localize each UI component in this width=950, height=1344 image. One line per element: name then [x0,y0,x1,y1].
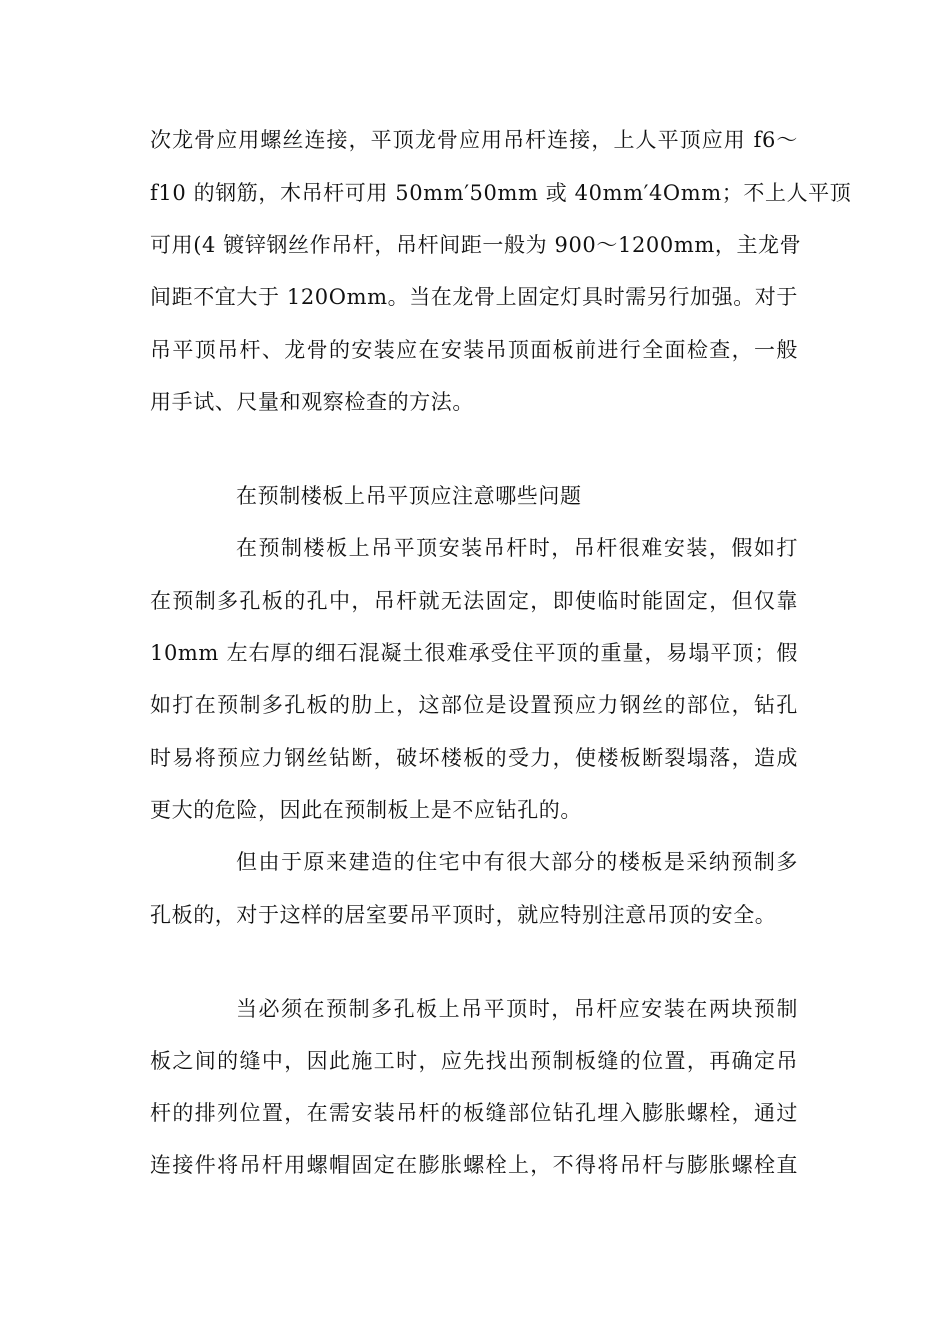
paragraph-line: 杆的排列位置，在需安装吊杆的板缝部位钻孔埋入膨胀螺栓，通过 [150,1101,798,1125]
paragraph-line: 10mm 左右厚的细石混凝土很难承受住平顶的重量，易塌平顶；假 [150,641,798,665]
paragraph-line: 当必须在预制多孔板上吊平顶时，吊杆应安装在两块预制 [236,997,798,1021]
paragraph-line: 可用(4 镀锌钢丝作吊杆，吊杆间距一般为 900～1200mm，主龙骨 [150,233,802,257]
paragraph-line: 在预制多孔板的孔中，吊杆就无法固定，即使临时能固定，但仅靠 [150,589,798,613]
paragraph-line: 板之间的缝中，因此施工时，应先找出预制板缝的位置，再确定吊 [150,1049,798,1073]
paragraph-line: 次龙骨应用螺丝连接，平顶龙骨应用吊杆连接，上人平顶应用 f6～ [150,128,798,152]
paragraph-line: f10 的钢筋，木吊杆可用 50mm′50mm 或 40mm′4Omm；不上人平顶 [150,181,852,205]
paragraph-line: 在预制楼板上吊平顶安装吊杆时，吊杆很难安装，假如打 [236,536,798,560]
paragraph-line: 时易将预应力钢丝钻断，破坏楼板的受力，使楼板断裂塌落，造成 [150,746,798,770]
paragraph-line: 吊平顶吊杆、龙骨的安装应在安装吊顶面板前进行全面检查，一般 [150,338,798,362]
paragraph-line: 间距不宜大于 120Omm。当在龙骨上固定灯具时需另行加强。对于 [150,285,798,309]
section-heading: 在预制楼板上吊平顶应注意哪些问题 [236,484,582,508]
paragraph-line: 连接件将吊杆用螺帽固定在膨胀螺栓上，不得将吊杆与膨胀螺栓直 [150,1153,798,1177]
paragraph-line: 如打在预制多孔板的肋上，这部位是设置预应力钢丝的部位，钻孔 [150,693,798,717]
paragraph-line: 但由于原来建造的住宅中有很大部分的楼板是采纳预制多 [236,850,798,874]
paragraph-line: 更大的危险，因此在预制板上是不应钻孔的。 [150,798,582,822]
paragraph-line: 用手试、尺量和观察检查的方法。 [150,390,474,414]
paragraph-line: 孔板的，对于这样的居室要吊平顶时，就应特别注意吊顶的安全。 [150,903,777,927]
